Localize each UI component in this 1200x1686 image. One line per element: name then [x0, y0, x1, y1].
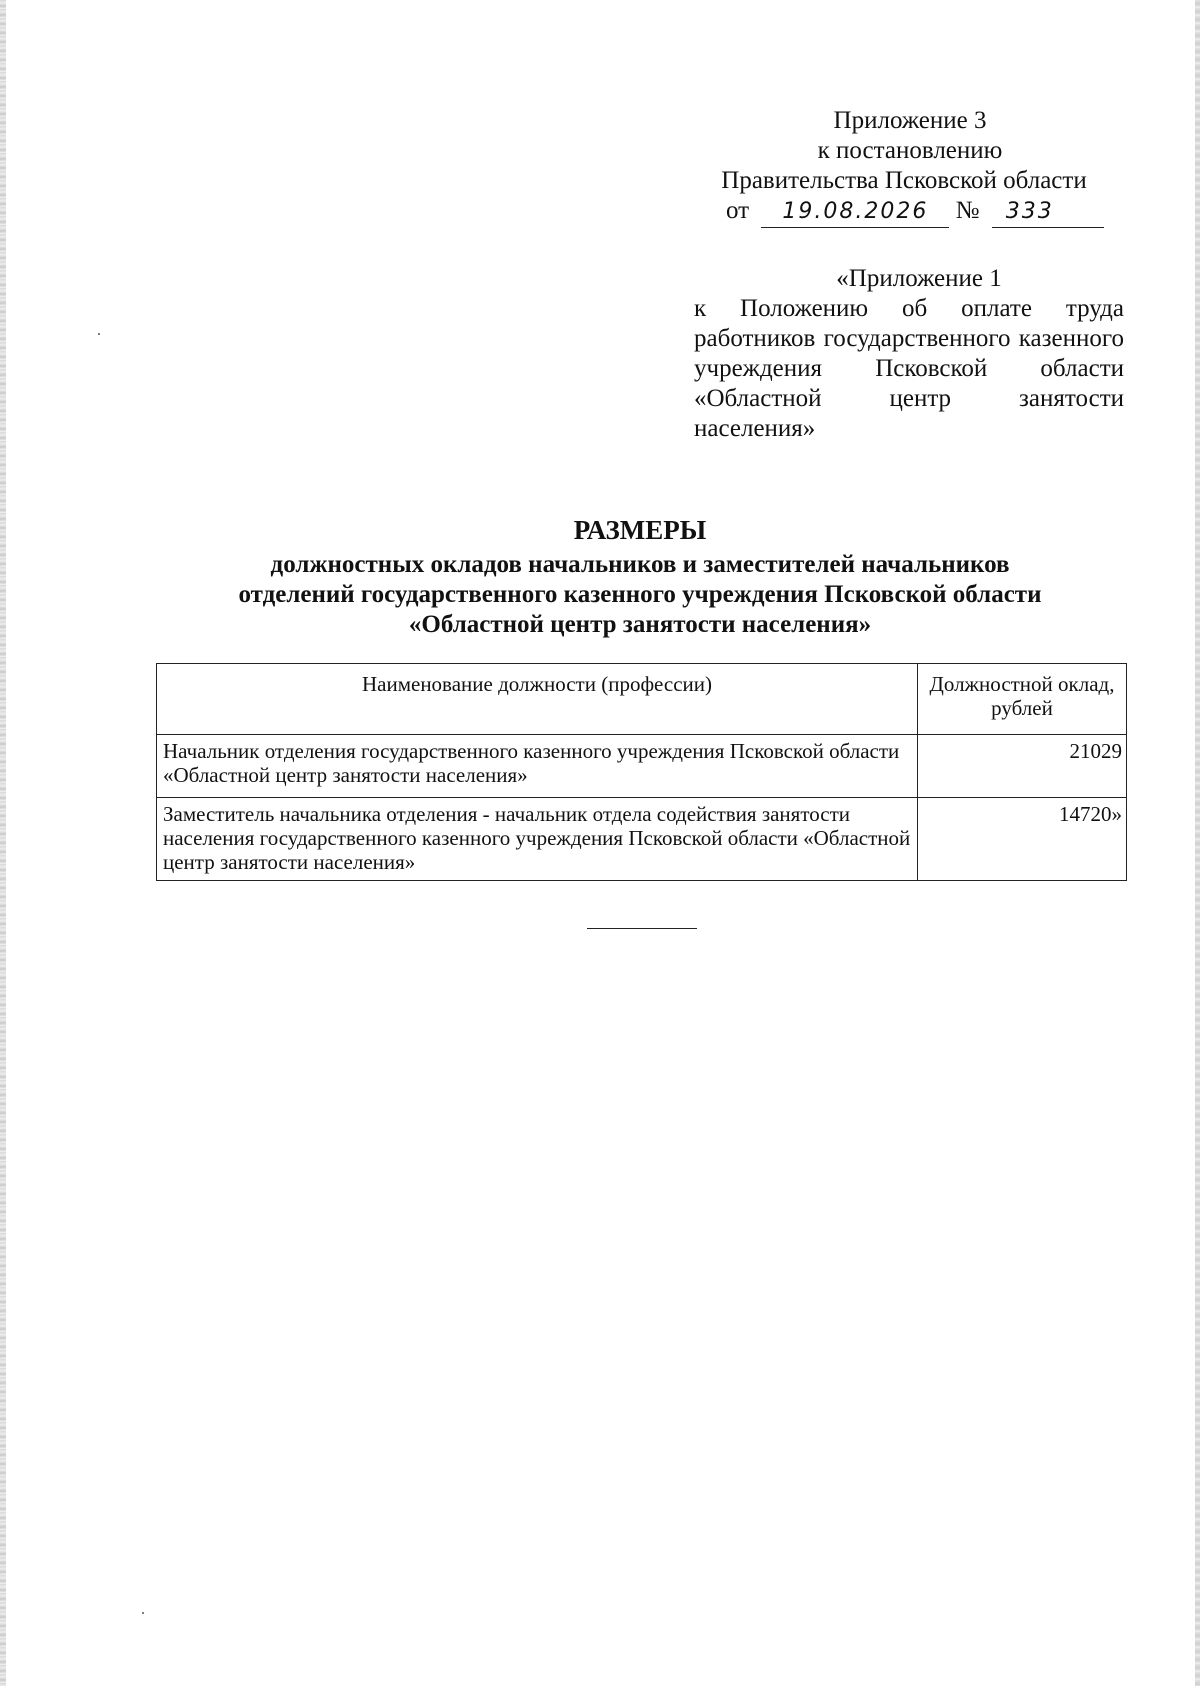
appendix-body: к Положению об оплате труда работников государственного казенного учреждения Псковской области «Областной центр занятости населения»: [694, 295, 1124, 442]
position-name: Заместитель начальника отделения - начальник отдела содействия занятости населения государственного казенного учреждения Псковской области «Областной центр занятости населения»: [157, 798, 918, 881]
date-prefix: от: [726, 197, 750, 224]
position-name: Начальник отделения государственного казенного учреждения Псковской области «Областной центр занятости населения»: [157, 735, 918, 798]
column-header-position: Наименование должности (профессии): [157, 664, 918, 735]
scan-edge-right: [1195, 0, 1200, 1686]
document-title-block: [150, 512, 1130, 640]
document-title: РАЗМЕРЫ: [573, 515, 707, 545]
salary-value: 14720»: [918, 798, 1127, 881]
document-subtitle-line-2: отделений государственного казенного учреждения Псковской области: [238, 581, 1042, 608]
scan-speck: [98, 333, 100, 335]
salary-table: [156, 663, 1127, 881]
handwritten-number: 333: [992, 197, 1104, 228]
document-subtitle-line-3: «Областной центр занятости населения»: [408, 611, 872, 638]
appendix-title: «Приложение 1: [836, 265, 1002, 292]
date-number-line: [690, 196, 1130, 228]
number-sign: №: [955, 197, 980, 224]
scan-speck: [142, 1612, 144, 1614]
table-row: [157, 735, 1127, 798]
resolution-header: [690, 106, 1130, 228]
closing-divider: [587, 928, 697, 929]
table-header-row: [157, 664, 1127, 735]
table-row: [157, 798, 1127, 881]
column-header-salary: Должностной оклад, рублей: [918, 664, 1127, 735]
header-line-appendix: Приложение 3: [833, 107, 987, 134]
salary-table-container: [156, 663, 1127, 881]
header-line-resolution: к постановлению: [817, 137, 1003, 164]
salary-value: 21029: [918, 735, 1127, 798]
header-line-government: Правительства Псковской области: [721, 167, 1087, 194]
document-subtitle-line-1: должностных окладов начальников и заместителей начальников: [270, 551, 1010, 578]
handwritten-date: 19.08.2026: [761, 197, 949, 228]
appendix-reference: [694, 264, 1124, 444]
scan-edge-left: [0, 0, 6, 1686]
